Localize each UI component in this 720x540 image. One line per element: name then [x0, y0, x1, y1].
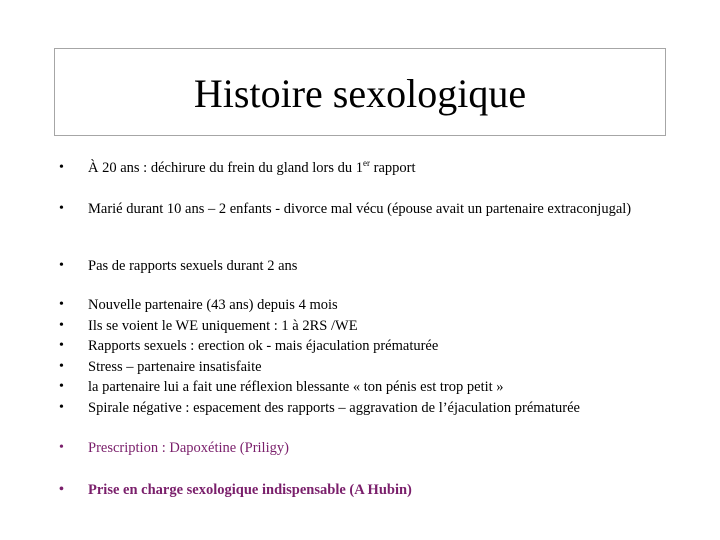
bullet-icon: • [59, 338, 64, 353]
bullet-text: Prescription : Dapoxétine (Priligy) [88, 440, 289, 456]
bullet-icon: • [59, 318, 64, 333]
bullet-text-sup: er [363, 158, 371, 169]
bullet-text: Rapports sexuels : erection ok - mais éjaculation prématurée [88, 338, 439, 354]
bullet-text: Ils se voient le WE uniquement : 1 à 2RS /WE [88, 318, 358, 334]
bullet-text-pre: À 20 ans : déchirure du frein du gland lors du 1 [88, 160, 364, 176]
bullet-text: la partenaire lui a fait une réflexion blessante « ton pénis est trop petit » [88, 379, 504, 395]
bullet-icon: • [59, 258, 64, 273]
bullet-icon: • [59, 482, 64, 497]
slide-title: Histoire sexologique [193, 71, 527, 116]
bullet-text: Nouvelle partenaire (43 ans) depuis 4 mois [88, 297, 338, 313]
bullet-icon: • [59, 359, 64, 374]
bullet-text [88, 158, 678, 176]
bullet-text: Pas de rapports sexuels durant 2 ans [88, 258, 298, 274]
bullet-text: Marié durant 10 ans – 2 enfants - divorce mal vécu (épouse avait un partenaire extraconjugal) [88, 201, 632, 217]
bullet-icon: • [59, 160, 64, 175]
bullet-icon: • [59, 201, 64, 216]
bullet-icon: • [59, 440, 64, 455]
bullet-text-post: rapport [370, 160, 416, 176]
bullet-icon: • [59, 400, 64, 415]
bullet-text: Spirale négative : espacement des rapports – aggravation de l’éjaculation prématurée [88, 400, 580, 416]
bullet-icon: • [59, 379, 64, 394]
bullet-text: Stress – partenaire insatisfaite [88, 359, 262, 375]
bullet-text: Prise en charge sexologique indispensable (A Hubin) [88, 482, 412, 498]
bullet-icon: • [59, 297, 64, 312]
